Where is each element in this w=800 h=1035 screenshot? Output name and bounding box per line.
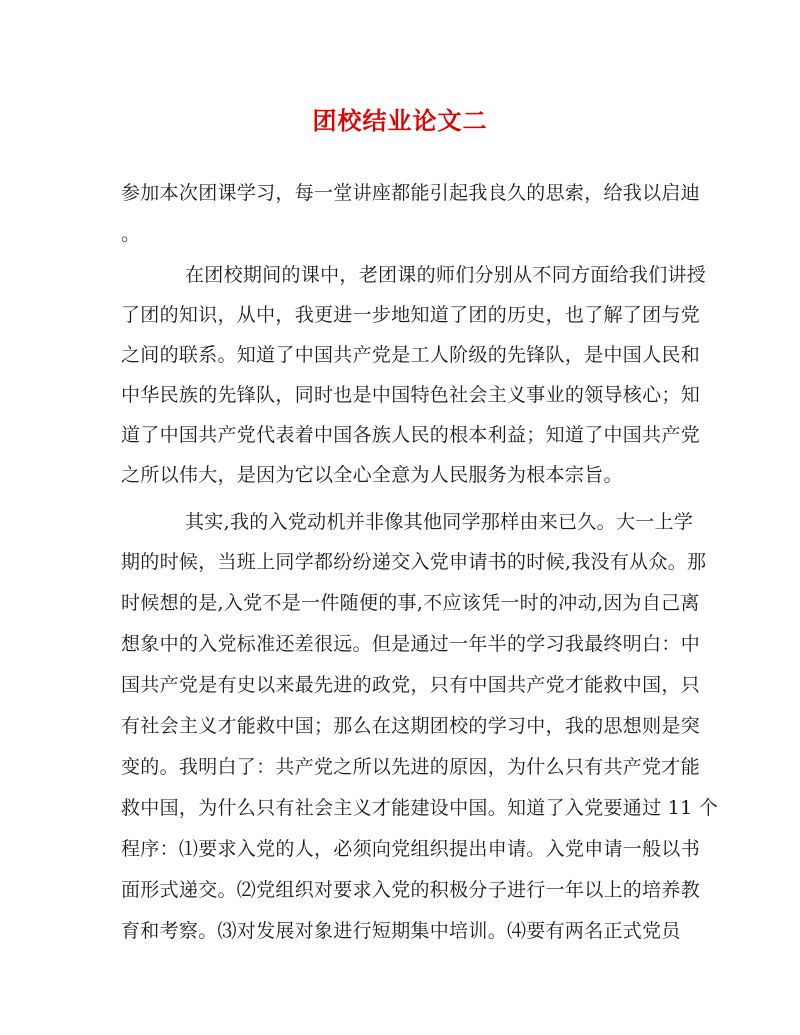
paragraph-line: 期的时候，当班上同学都纷纷递交入党申请书的时候,我没有从众。那 — [121, 551, 707, 573]
paragraph-line: 程序：⑴要求入党的人，必须向党组织提出申请。入党申请一般以书 — [121, 838, 701, 860]
paragraph-line: 想象中的入党标准还差很远。但是通过一年半的学习我最终明白：中 — [121, 633, 701, 655]
paragraph-line: 中华民族的先锋队，同时也是中国特色社会主义事业的领导核心；知 — [121, 384, 701, 406]
paragraph-line: 在团校期间的课中，老团课的师们分别从不同方面给我们讲授 — [185, 264, 707, 286]
paragraph-line: 面形式递交。⑵党组织对要求入党的积极分子进行一年以上的培养教 — [121, 879, 701, 901]
paragraph-line: 有社会主义才能救中国；那么在这期团校的学习中，我的思想则是突 — [121, 715, 701, 737]
paragraph-line: 时候想的是,入党不是一件随便的事,不应该凭一时的冲动,因为自己离 — [121, 592, 700, 614]
paragraph-line: 之所以伟大，是因为它以全心全意为人民服务为根本宗旨。 — [121, 464, 623, 486]
document-title: 团校结业论文二 — [312, 106, 488, 135]
paragraph-line: 救中国，为什么只有社会主义才能建设中国。知道了入党要通过 11 个 — [121, 797, 719, 819]
paragraph-line: 其实,我的入党动机并非像其他同学那样由来已久。大一上学 — [185, 511, 694, 533]
paragraph-line: 道了中国共产党代表着中国各族人民的根本利益；知道了中国共产党 — [121, 424, 701, 446]
paragraph-line: 国共产党是有史以来最先进的政党，只有中国共产党才能救中国，只 — [121, 674, 701, 696]
paragraph-line: 育和考察。⑶对发展对象进行短期集中培训。⑷要有两名正式党员 — [121, 920, 681, 942]
paragraph-line: 参加本次团课学习，每一堂讲座都能引起我良久的思索，给我以启迪 — [121, 182, 701, 204]
paragraph-line: 了团的知识，从中，我更进一步地知道了团的历史，也了解了团与党 — [121, 304, 701, 326]
paragraph-line: 。 — [121, 223, 141, 245]
paragraph-line: 变的。我明白了：共产党之所以先进的原因，为什么只有共产党才能 — [121, 756, 701, 778]
paragraph-line: 之间的联系。知道了中国共产党是工人阶级的先锋队，是中国人民和 — [121, 344, 701, 366]
